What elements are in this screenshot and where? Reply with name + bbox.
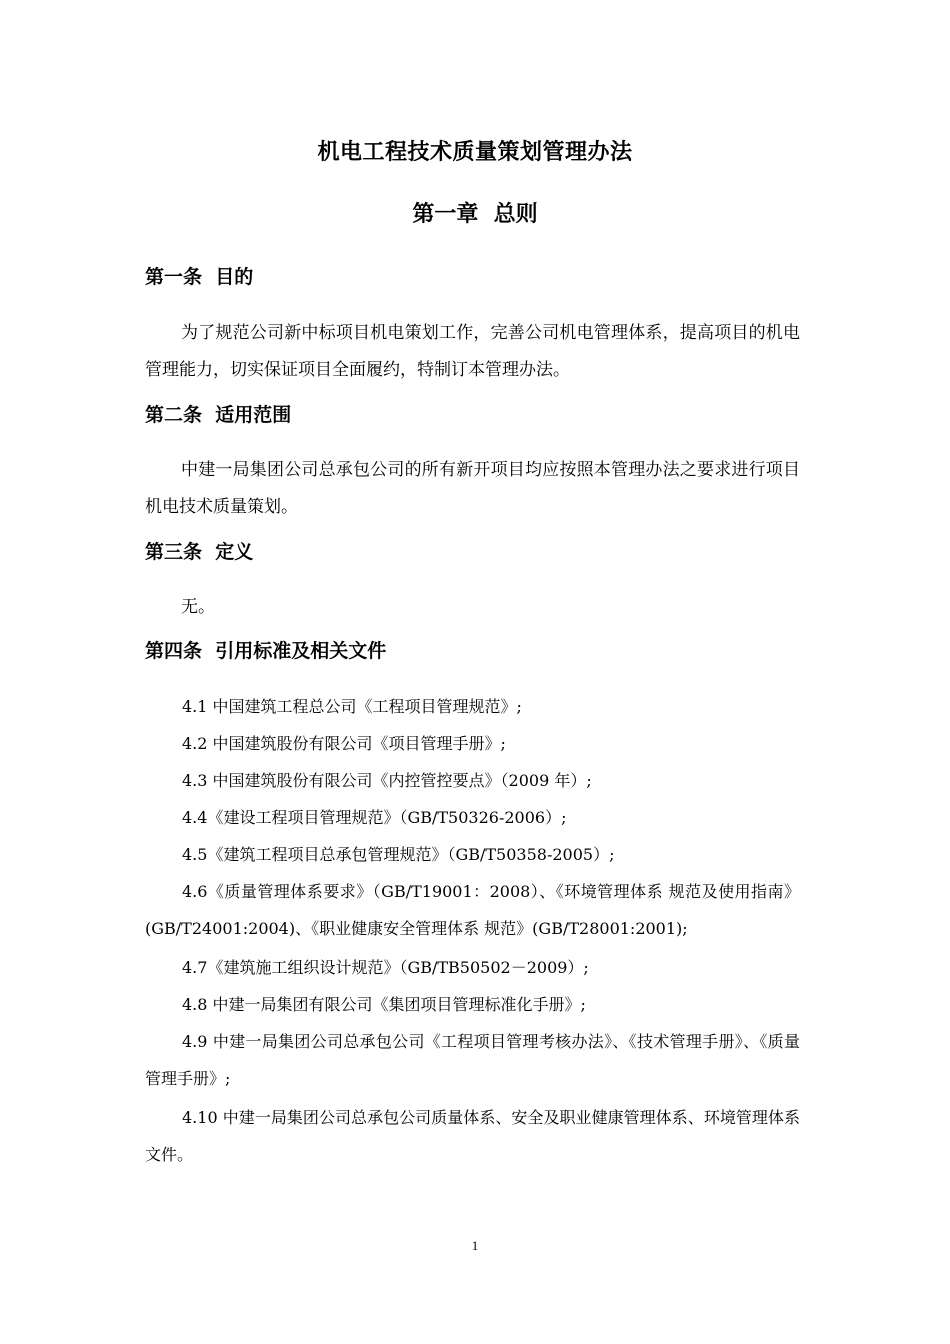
reference-item: 4.9 中建一局集团公司总承包公司《工程项目管理考核办法》、《技术管理手册》、《质量管理手册》; <box>145 1032 800 1088</box>
document-title: 机电工程技术质量策划管理办法 <box>317 140 633 165</box>
section-heading-scope: 第二条 适用范围 <box>145 404 292 426</box>
reference-item: 4.7《建筑施工组织设计规范》（GB/TB50502－2009）; <box>182 958 589 977</box>
section-heading-purpose: 第一条 目的 <box>145 266 254 288</box>
section-body-definition: 无。 <box>181 597 215 617</box>
reference-item: 4.4《建设工程项目管理规范》（GB/T50326-2006）; <box>182 808 567 827</box>
reference-item: 4.5《建筑工程项目总承包管理规范》（GB/T50358-2005）; <box>182 845 615 864</box>
reference-item: 4.3 中国建筑股份有限公司《内控管控要点》（2009 年）; <box>182 771 592 790</box>
reference-item: 4.8 中建一局集团有限公司《集团项目管理标准化手册》; <box>182 995 586 1014</box>
page-number: 1 <box>471 1238 479 1253</box>
section-body-purpose: 为了规范公司新中标项目机电策划工作，完善公司机电管理体系，提高项目的机电管理能力，切实保证项目全面履约，特制订本管理办法。 <box>145 323 800 380</box>
section-heading-definition: 第三条 定义 <box>145 541 254 563</box>
reference-item: 4.2 中国建筑股份有限公司《项目管理手册》; <box>182 734 506 753</box>
reference-item: 4.1 中国建筑工程总公司《工程项目管理规范》; <box>182 697 522 716</box>
reference-item: 4.10 中建一局集团公司总承包公司质量体系、安全及职业健康管理体系、环境管理体系文件。 <box>145 1108 800 1164</box>
chapter-title: 第一章 总则 <box>412 202 538 227</box>
reference-item: 4.6《质量管理体系要求》（GB/T19001：2008）、《环境管理体系 规范及使用指南》(GB/T24001:2004)、《职业健康安全管理体系 规范》(GB/T28001:2001); <box>145 882 800 938</box>
section-heading-references: 第四条 引用标准及相关文件 <box>145 640 387 662</box>
section-body-scope: 中建一局集团公司总承包公司的所有新开项目均应按照本管理办法之要求进行项目机电技术质量策划。 <box>145 460 800 517</box>
